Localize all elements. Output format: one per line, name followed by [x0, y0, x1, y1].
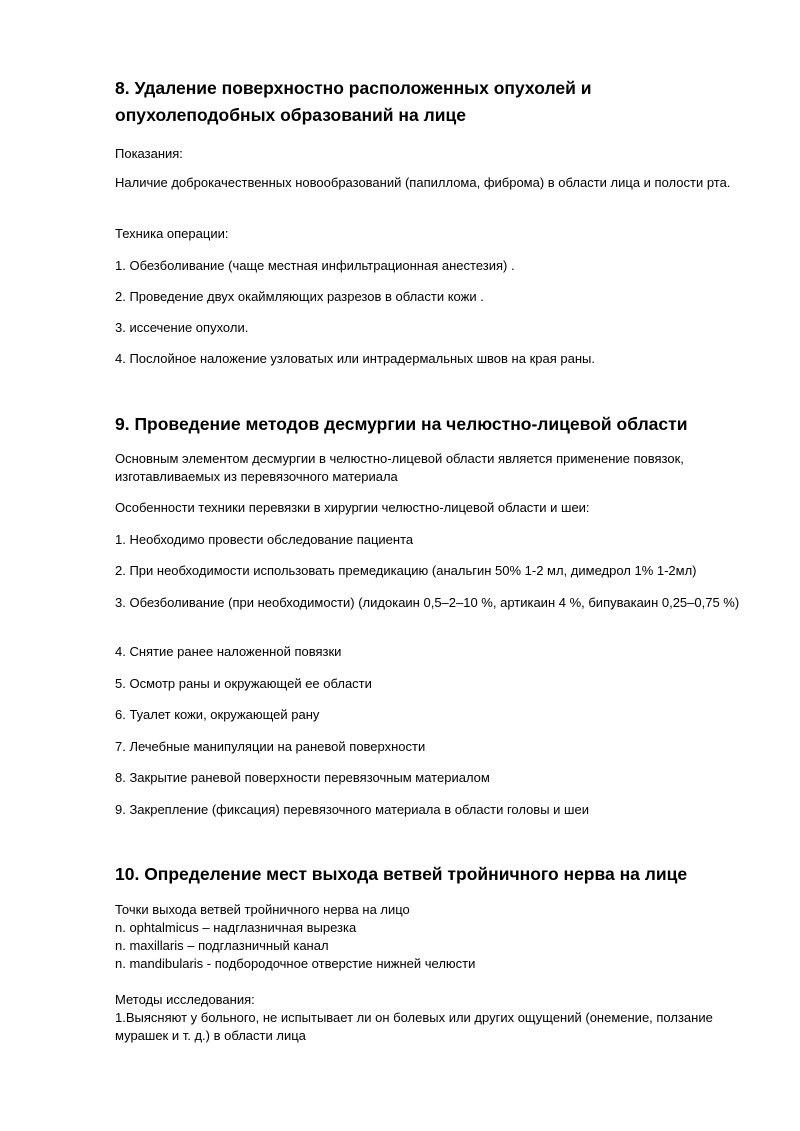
methods-item-1: 1.Выясняют у больного, не испытывает ли он болевых или других ощущений (онемение, ползание мурашек и т. д.) в области лица — [115, 1010, 713, 1043]
section-8-paragraph: 2. Проведение двух окаймляющих разрезов в области кожи . — [115, 289, 484, 304]
point-ophtalmicus: n. ophtalmicus – надглазничная вырезка — [115, 920, 357, 935]
section-8-paragraph: 1. Обезболивание (чаще местная инфильтрационная анестезия) . — [115, 258, 515, 273]
points-intro: Точки выхода ветвей тройничного нерва на лицо — [115, 902, 410, 917]
section-9-list-item: 8. Закрытие раневой поверхности перевязочным материалом — [115, 770, 490, 785]
section-8-paragraph: 3. иссечение опухоли. — [115, 320, 249, 335]
section-9-list-item: 7. Лечебные манипуляции на раневой поверхности — [115, 739, 426, 754]
section-9-list-item: 4. Снятие ранее наложенной повязки — [115, 644, 342, 659]
section-9-paragraph: Особенности техники перевязки в хирургии челюстно-лицевой области и шеи: — [115, 500, 590, 515]
section-9-list-item: 6. Туалет кожи, окружающей рану — [115, 707, 320, 722]
section-10-heading: 10. Определение мест выхода ветвей тройничного нерва на лице — [115, 864, 688, 884]
section-8-paragraph: 4. Послойное наложение узловатых или интрадермальных швов на края раны. — [115, 351, 595, 366]
point-mandibularis: n. mandibularis - подбородочное отверстие нижней челюсти — [115, 956, 476, 971]
section-9-list-item: 3. Обезболивание (при необходимости) (лидокаин 0,5–2–10 %, артикаин 4 %, бипувакаин 0,25–0,75 %) — [115, 595, 740, 610]
trigeminal-exit-points — [115, 901, 745, 973]
section-9-list-item: 5. Осмотр раны и окружающей ее области — [115, 676, 372, 691]
methods-heading: Методы исследования: — [115, 992, 255, 1007]
section-8-paragraph: Наличие доброкачественных новообразований (папиллома, фиброма) в области лица и полости рта. — [115, 175, 731, 190]
section-8-heading: 8. Удаление поверхностно расположенных опухолей и опухолеподобных образований на лице — [115, 78, 592, 125]
section-9-list-item: 9. Закрепление (фиксация) перевязочного материала в области головы и шеи — [115, 802, 589, 817]
section-8-paragraph: Техника операции: — [115, 226, 229, 241]
section-9-paragraph: Основным элементом десмургии в челюстно-лицевой области является применение повязок, изготавливаемых из перевязочного материала — [115, 451, 684, 484]
section-9-heading: 9. Проведение методов десмургии на челюстно-лицевой области — [115, 414, 688, 434]
section-9-list-item: 1. Необходимо провести обследование пациента — [115, 532, 414, 547]
section-9-list-item: 2. При необходимости использовать премедикацию (анальгин 50% 1-2 мл, димедрол 1% 1-2мл) — [115, 563, 697, 578]
examination-methods — [115, 991, 745, 1045]
point-maxillaris: n. maxillaris – подглазничный канал — [115, 938, 329, 953]
section-8-paragraph: Показания: — [115, 146, 183, 161]
